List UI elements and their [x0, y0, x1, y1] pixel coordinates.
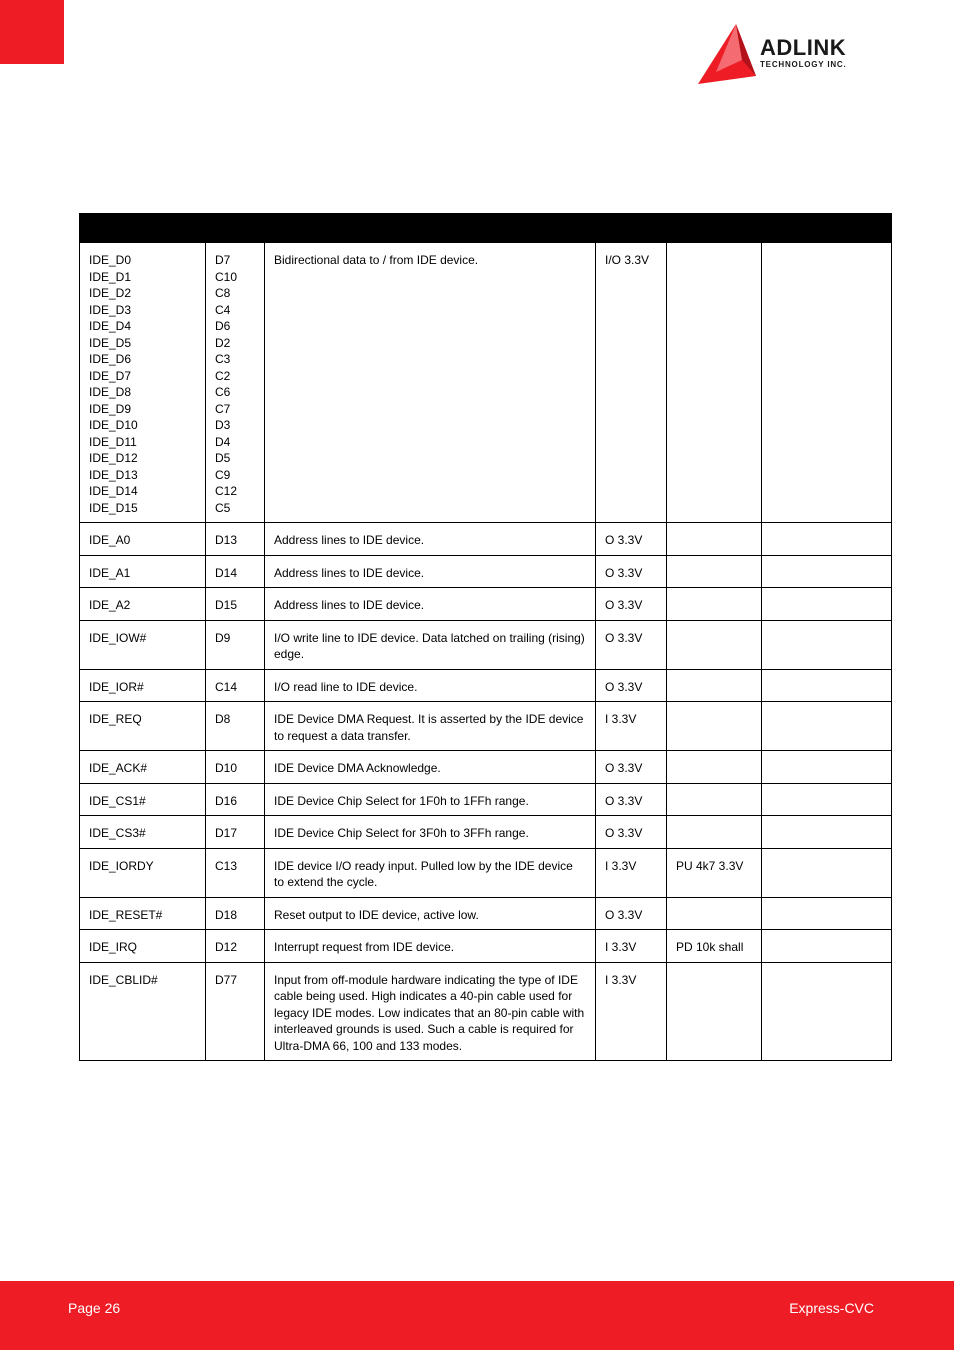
pin-cell: C14 — [206, 669, 265, 702]
signal-cell: IDE_REQ — [80, 702, 206, 751]
comment-cell — [762, 555, 892, 588]
signal-name: IDE_D6 — [89, 352, 132, 366]
table-row — [80, 702, 892, 751]
pin-number: C7 — [215, 401, 231, 416]
table-row — [80, 930, 892, 963]
io-type-cell: O 3.3V — [596, 620, 667, 669]
description-cell: I/O read line to IDE device. — [265, 669, 596, 702]
pin-cell: D16 — [206, 783, 265, 816]
signal-cell: IDE_IRQ — [80, 930, 206, 963]
pin-cell: D13 — [206, 523, 265, 556]
comment-cell — [762, 930, 892, 963]
pu-pd-cell — [667, 243, 762, 523]
pu-pd-cell — [667, 783, 762, 816]
adlink-logo — [698, 24, 888, 86]
ide-signal-table — [79, 213, 892, 1061]
description-cell: IDE Device DMA Acknowledge. — [265, 751, 596, 784]
pin-cell: D12 — [206, 930, 265, 963]
table-header-row — [80, 213, 892, 243]
signal-cell: IDE_ACK# — [80, 751, 206, 784]
signal-cell: IDE_IOW# — [80, 620, 206, 669]
comment-cell — [762, 523, 892, 556]
table-row — [80, 783, 892, 816]
pin-number: C12 — [215, 484, 238, 498]
io-type-cell: O 3.3V — [596, 669, 667, 702]
table-row — [80, 897, 892, 930]
description-cell: IDE Device Chip Select for 1F0h to 1FFh range. — [265, 783, 596, 816]
io-type-cell: I 3.3V — [596, 962, 667, 1061]
table-row — [80, 669, 892, 702]
description-cell: IDE device I/O ready input. Pulled low by the IDE device to extend the cycle. — [265, 848, 596, 897]
pu-pd-cell — [667, 702, 762, 751]
io-type-cell: I 3.3V — [596, 702, 667, 751]
io-type-cell: O 3.3V — [596, 783, 667, 816]
page-footer — [0, 1281, 954, 1350]
signal-name: IDE_D15 — [89, 500, 138, 515]
signal-name: IDE_D8 — [89, 385, 132, 399]
pu-pd-cell — [667, 669, 762, 702]
pin-cell: D9 — [206, 620, 265, 669]
description-cell: IDE Device Chip Select for 3F0h to 3FFh range. — [265, 816, 596, 849]
table-row — [80, 588, 892, 621]
adlink-triangle-icon — [698, 24, 758, 86]
pin-number: C5 — [215, 500, 231, 515]
io-type-cell: I/O 3.3V — [596, 243, 667, 523]
comment-cell — [762, 588, 892, 621]
io-type-cell: O 3.3V — [596, 555, 667, 588]
signal-cell: IDE_RESET# — [80, 897, 206, 930]
description-cell: I/O write line to IDE device. Data latched on trailing (rising) edge. — [265, 620, 596, 669]
page-number: Page 26 — [68, 1300, 121, 1316]
pu-pd-cell — [667, 816, 762, 849]
pu-pd-cell — [667, 897, 762, 930]
pin-number: C9 — [215, 467, 231, 482]
signal-cell — [80, 243, 206, 523]
comment-cell — [762, 620, 892, 669]
pu-pd-cell — [667, 523, 762, 556]
signal-name: IDE_D13 — [89, 467, 138, 482]
table-row — [80, 243, 892, 523]
signal-name: IDE_D0 — [89, 253, 132, 267]
pin-number: C4 — [215, 302, 231, 317]
signal-cell: IDE_IOR# — [80, 669, 206, 702]
pin-number: D2 — [215, 335, 231, 350]
comment-cell — [762, 243, 892, 523]
pin-number: C10 — [215, 269, 238, 284]
signal-name: IDE_D7 — [89, 368, 132, 383]
product-name: Express-CVC — [789, 1300, 874, 1316]
table-body — [80, 243, 892, 1061]
signal-name: IDE_D12 — [89, 451, 138, 465]
header-cell — [596, 213, 667, 243]
signal-name: IDE_D10 — [89, 418, 138, 432]
signal-name: IDE_D2 — [89, 286, 132, 300]
signal-name: IDE_D3 — [89, 302, 132, 317]
comment-cell — [762, 848, 892, 897]
signal-name: IDE_D1 — [89, 269, 132, 284]
description-cell: Address lines to IDE device. — [265, 523, 596, 556]
comment-cell — [762, 897, 892, 930]
signal-name: IDE_D11 — [89, 434, 137, 449]
pin-number: C6 — [215, 385, 231, 399]
table-row — [80, 523, 892, 556]
pin-number: D4 — [215, 434, 231, 449]
io-type-cell: O 3.3V — [596, 751, 667, 784]
pu-pd-cell: PD 10k shall — [667, 930, 762, 963]
header-cell — [265, 213, 596, 243]
io-type-cell: O 3.3V — [596, 816, 667, 849]
table-row — [80, 555, 892, 588]
pu-pd-cell — [667, 962, 762, 1061]
pin-cell: D17 — [206, 816, 265, 849]
description-cell: Interrupt request from IDE device. — [265, 930, 596, 963]
pin-cell: D10 — [206, 751, 265, 784]
pu-pd-cell: PU 4k7 3.3V — [667, 848, 762, 897]
corner-accent-block — [0, 0, 64, 64]
pin-cell: D8 — [206, 702, 265, 751]
io-type-cell: O 3.3V — [596, 588, 667, 621]
header-cell — [762, 213, 892, 243]
pin-cell: D77 — [206, 962, 265, 1061]
signal-name: IDE_D5 — [89, 335, 132, 350]
pin-number: C2 — [215, 368, 231, 383]
signal-name: IDE_D9 — [89, 401, 132, 416]
description-cell: Reset output to IDE device, active low. — [265, 897, 596, 930]
signal-cell: IDE_CS3# — [80, 816, 206, 849]
pu-pd-cell — [667, 751, 762, 784]
comment-cell — [762, 783, 892, 816]
pin-number: D7 — [215, 253, 231, 267]
description-cell: IDE Device DMA Request. It is asserted by the IDE device to request a data transfer. — [265, 702, 596, 751]
pin-cell: D15 — [206, 588, 265, 621]
pu-pd-cell — [667, 588, 762, 621]
logo-tagline: TECHNOLOGY INC. — [760, 60, 847, 69]
table-row — [80, 620, 892, 669]
table-row — [80, 816, 892, 849]
signal-cell: IDE_A1 — [80, 555, 206, 588]
signal-cell: IDE_IORDY — [80, 848, 206, 897]
table-row — [80, 848, 892, 897]
pin-cell: D14 — [206, 555, 265, 588]
io-type-cell: O 3.3V — [596, 897, 667, 930]
signal-cell: IDE_A0 — [80, 523, 206, 556]
pin-number: D3 — [215, 418, 231, 432]
comment-cell — [762, 702, 892, 751]
pin-number: C8 — [215, 286, 231, 300]
io-type-cell: I 3.3V — [596, 848, 667, 897]
pin-number: D5 — [215, 451, 231, 465]
io-type-cell: O 3.3V — [596, 523, 667, 556]
pin-cell: D18 — [206, 897, 265, 930]
comment-cell — [762, 751, 892, 784]
signal-cell: IDE_CS1# — [80, 783, 206, 816]
logo-wordmark: ADLINK — [760, 35, 847, 60]
comment-cell — [762, 816, 892, 849]
table-row — [80, 962, 892, 1061]
signal-name: IDE_D4 — [89, 319, 132, 333]
pin-number: C3 — [215, 352, 231, 366]
pu-pd-cell — [667, 620, 762, 669]
io-type-cell: I 3.3V — [596, 930, 667, 963]
pu-pd-cell — [667, 555, 762, 588]
description-cell: Address lines to IDE device. — [265, 588, 596, 621]
comment-cell — [762, 669, 892, 702]
header-cell — [667, 213, 762, 243]
description-cell: Bidirectional data to / from IDE device. — [265, 243, 596, 523]
header-cell — [80, 213, 206, 243]
pin-cell — [206, 243, 265, 523]
signal-cell: IDE_CBLID# — [80, 962, 206, 1061]
description-cell: Address lines to IDE device. — [265, 555, 596, 588]
table-row — [80, 751, 892, 784]
signal-name: IDE_D14 — [89, 484, 138, 498]
pin-cell: C13 — [206, 848, 265, 897]
pin-number: D6 — [215, 319, 231, 333]
comment-cell — [762, 962, 892, 1061]
signal-cell: IDE_A2 — [80, 588, 206, 621]
description-cell: Input from off-module hardware indicating the type of IDE cable being used. High indicates a 40-pin cable used for legacy IDE modes. Low indicates that an 80-pin cable with interleaved grounds is used. Such a cable is required for Ultra-DMA 66, 100 and 133 modes. — [265, 962, 596, 1061]
header-cell — [206, 213, 265, 243]
